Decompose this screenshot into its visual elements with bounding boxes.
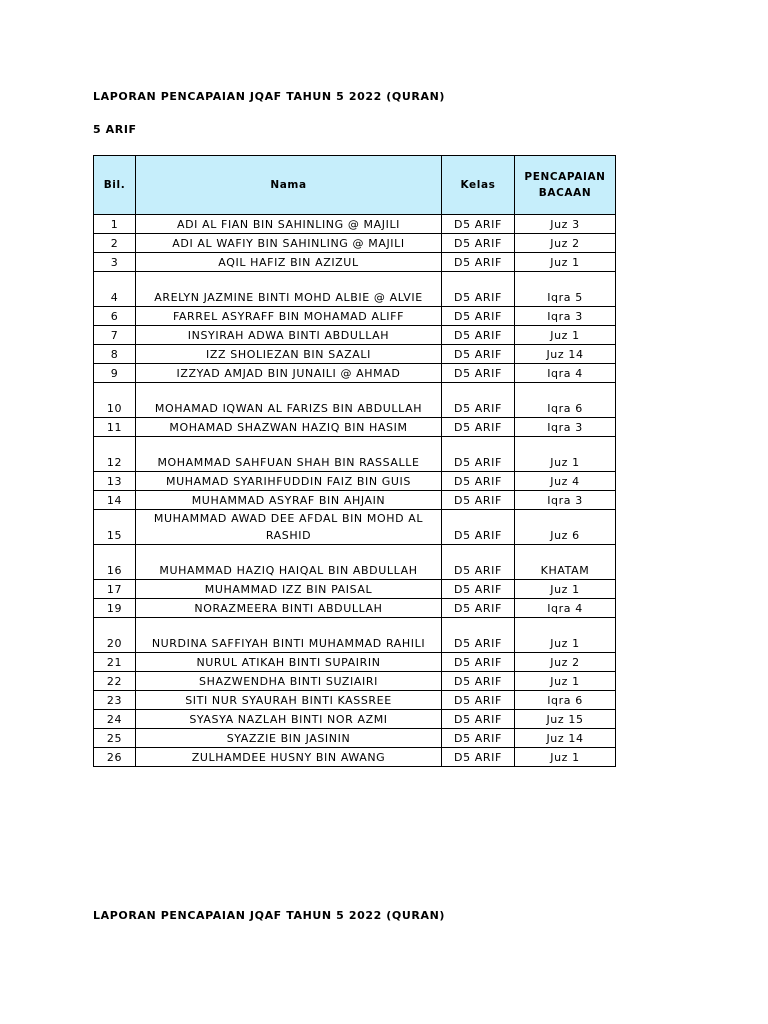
table-row	[94, 234, 616, 253]
cell-pencapaian: Iqra 6	[515, 691, 616, 710]
cell-kelas: D5 ARIF	[442, 672, 515, 691]
table-row	[94, 472, 616, 491]
cell-kelas: D5 ARIF	[442, 491, 515, 510]
cell-bil: 24	[94, 710, 136, 729]
cell-pencapaian: Juz 1	[515, 618, 616, 653]
cell-nama: NURUL ATIKAH BINTI SUPAIRIN	[136, 653, 442, 672]
header-nama: Nama	[136, 156, 442, 215]
cell-bil: 4	[94, 272, 136, 307]
cell-bil: 23	[94, 691, 136, 710]
cell-kelas: D5 ARIF	[442, 215, 515, 234]
cell-nama: MOHAMMAD SAHFUAN SHAH BIN RASSALLE	[136, 437, 442, 472]
class-label: 5 ARIF	[93, 123, 137, 136]
cell-nama: INSYIRAH ADWA BINTI ABDULLAH	[136, 326, 442, 345]
table-row	[94, 599, 616, 618]
table-row	[94, 691, 616, 710]
cell-kelas: D5 ARIF	[442, 580, 515, 599]
cell-pencapaian: Juz 1	[515, 672, 616, 691]
cell-nama: SYAZZIE BIN JASININ	[136, 729, 442, 748]
table-row	[94, 618, 616, 653]
header-pencapaian-line2: BACAAN	[538, 187, 592, 199]
cell-bil: 8	[94, 345, 136, 364]
cell-pencapaian: KHATAM	[515, 545, 616, 580]
cell-bil: 26	[94, 748, 136, 767]
table-row	[94, 215, 616, 234]
cell-kelas: D5 ARIF	[442, 272, 515, 307]
cell-pencapaian: Juz 6	[515, 510, 616, 545]
header-pencapaian-line1: PENCAPAIAN	[524, 170, 606, 183]
header-bil: Bil.	[94, 156, 136, 215]
report-title: LAPORAN PENCAPAIAN JQAF TAHUN 5 2022 (QURAN)	[93, 90, 446, 103]
cell-bil: 15	[94, 510, 136, 545]
cell-bil: 20	[94, 618, 136, 653]
table-row	[94, 253, 616, 272]
header-pencapaian	[515, 156, 616, 215]
cell-nama: MUHAMMAD HAZIQ HAIQAL BIN ABDULLAH	[136, 545, 442, 580]
cell-pencapaian: Juz 1	[515, 326, 616, 345]
table-row	[94, 418, 616, 437]
table-row	[94, 672, 616, 691]
cell-pencapaian: Iqra 4	[515, 364, 616, 383]
cell-kelas: D5 ARIF	[442, 691, 515, 710]
achievement-table	[93, 155, 616, 767]
cell-nama: IZZ SHOLIEZAN BIN SAZALI	[136, 345, 442, 364]
cell-pencapaian: Iqra 6	[515, 383, 616, 418]
cell-nama: IZZYAD AMJAD BIN JUNAILI @ AHMAD	[136, 364, 442, 383]
cell-nama: SHAZWENDHA BINTI SUZIAIRI	[136, 672, 442, 691]
table-row	[94, 748, 616, 767]
cell-nama: ZULHAMDEE HUSNY BIN AWANG	[136, 748, 442, 767]
cell-pencapaian: Iqra 4	[515, 599, 616, 618]
cell-pencapaian: Juz 2	[515, 653, 616, 672]
cell-nama: MUHAMMAD AWAD DEE AFDAL BIN MOHD AL RASHID	[136, 510, 442, 545]
cell-bil: 1	[94, 215, 136, 234]
table-row	[94, 710, 616, 729]
table-row	[94, 437, 616, 472]
table-row	[94, 307, 616, 326]
cell-kelas: D5 ARIF	[442, 418, 515, 437]
cell-kelas: D5 ARIF	[442, 364, 515, 383]
cell-bil: 16	[94, 545, 136, 580]
cell-bil: 3	[94, 253, 136, 272]
cell-nama: SITI NUR SYAURAH BINTI KASSREE	[136, 691, 442, 710]
table-row	[94, 272, 616, 307]
cell-bil: 25	[94, 729, 136, 748]
cell-kelas: D5 ARIF	[442, 326, 515, 345]
cell-kelas: D5 ARIF	[442, 345, 515, 364]
cell-kelas: D5 ARIF	[442, 510, 515, 545]
cell-nama: NURDINA SAFFIYAH BINTI MUHAMMAD RAHILI	[136, 618, 442, 653]
table-body	[94, 215, 616, 767]
cell-kelas: D5 ARIF	[442, 437, 515, 472]
cell-bil: 9	[94, 364, 136, 383]
cell-nama: MUHAMMAD IZZ BIN PAISAL	[136, 580, 442, 599]
cell-pencapaian: Juz 14	[515, 345, 616, 364]
cell-bil: 6	[94, 307, 136, 326]
cell-pencapaian: Juz 3	[515, 215, 616, 234]
cell-kelas: D5 ARIF	[442, 729, 515, 748]
table-row	[94, 326, 616, 345]
cell-kelas: D5 ARIF	[442, 234, 515, 253]
cell-bil: 12	[94, 437, 136, 472]
cell-kelas: D5 ARIF	[442, 653, 515, 672]
table-row	[94, 364, 616, 383]
cell-pencapaian: Juz 1	[515, 437, 616, 472]
cell-kelas: D5 ARIF	[442, 599, 515, 618]
table-row	[94, 580, 616, 599]
cell-nama: ADI AL WAFIY BIN SAHINLING @ MAJILI	[136, 234, 442, 253]
table-row	[94, 729, 616, 748]
header-kelas: Kelas	[442, 156, 515, 215]
cell-kelas: D5 ARIF	[442, 710, 515, 729]
cell-pencapaian: Juz 1	[515, 253, 616, 272]
cell-nama: AQIL HAFIZ BIN AZIZUL	[136, 253, 442, 272]
cell-pencapaian: Juz 15	[515, 710, 616, 729]
cell-kelas: D5 ARIF	[442, 748, 515, 767]
cell-pencapaian: Iqra 3	[515, 491, 616, 510]
table-row	[94, 510, 616, 545]
cell-bil: 19	[94, 599, 136, 618]
cell-pencapaian: Juz 2	[515, 234, 616, 253]
table-row	[94, 383, 616, 418]
table-row	[94, 345, 616, 364]
cell-bil: 2	[94, 234, 136, 253]
footer-report-title: LAPORAN PENCAPAIAN JQAF TAHUN 5 2022 (QURAN)	[93, 909, 446, 922]
table-header-row	[94, 156, 616, 215]
cell-bil: 7	[94, 326, 136, 345]
cell-pencapaian: Iqra 3	[515, 307, 616, 326]
cell-bil: 10	[94, 383, 136, 418]
cell-kelas: D5 ARIF	[442, 545, 515, 580]
cell-pencapaian: Juz 4	[515, 472, 616, 491]
cell-bil: 11	[94, 418, 136, 437]
cell-nama: NORAZMEERA BINTI ABDULLAH	[136, 599, 442, 618]
cell-bil: 17	[94, 580, 136, 599]
cell-nama: ARELYN JAZMINE BINTI MOHD ALBIE @ ALVIE	[136, 272, 442, 307]
cell-nama: SYASYA NAZLAH BINTI NOR AZMI	[136, 710, 442, 729]
cell-pencapaian: Iqra 5	[515, 272, 616, 307]
cell-bil: 21	[94, 653, 136, 672]
cell-bil: 22	[94, 672, 136, 691]
cell-kelas: D5 ARIF	[442, 383, 515, 418]
cell-kelas: D5 ARIF	[442, 472, 515, 491]
cell-pencapaian: Juz 1	[515, 748, 616, 767]
cell-pencapaian: Iqra 3	[515, 418, 616, 437]
cell-nama: FARREL ASYRAFF BIN MOHAMAD ALIFF	[136, 307, 442, 326]
cell-nama: MUHAMMAD ASYRAF BIN AHJAIN	[136, 491, 442, 510]
cell-nama: MOHAMAD SHAZWAN HAZIQ BIN HASIM	[136, 418, 442, 437]
cell-kelas: D5 ARIF	[442, 307, 515, 326]
cell-kelas: D5 ARIF	[442, 618, 515, 653]
cell-nama: MOHAMAD IQWAN AL FARIZS BIN ABDULLAH	[136, 383, 442, 418]
cell-bil: 14	[94, 491, 136, 510]
table-row	[94, 545, 616, 580]
cell-pencapaian: Juz 14	[515, 729, 616, 748]
cell-bil: 13	[94, 472, 136, 491]
table-row	[94, 491, 616, 510]
cell-nama: MUHAMAD SYARIHFUDDIN FAIZ BIN GUIS	[136, 472, 442, 491]
cell-pencapaian: Juz 1	[515, 580, 616, 599]
cell-kelas: D5 ARIF	[442, 253, 515, 272]
table-row	[94, 653, 616, 672]
cell-nama: ADI AL FIAN BIN SAHINLING @ MAJILI	[136, 215, 442, 234]
